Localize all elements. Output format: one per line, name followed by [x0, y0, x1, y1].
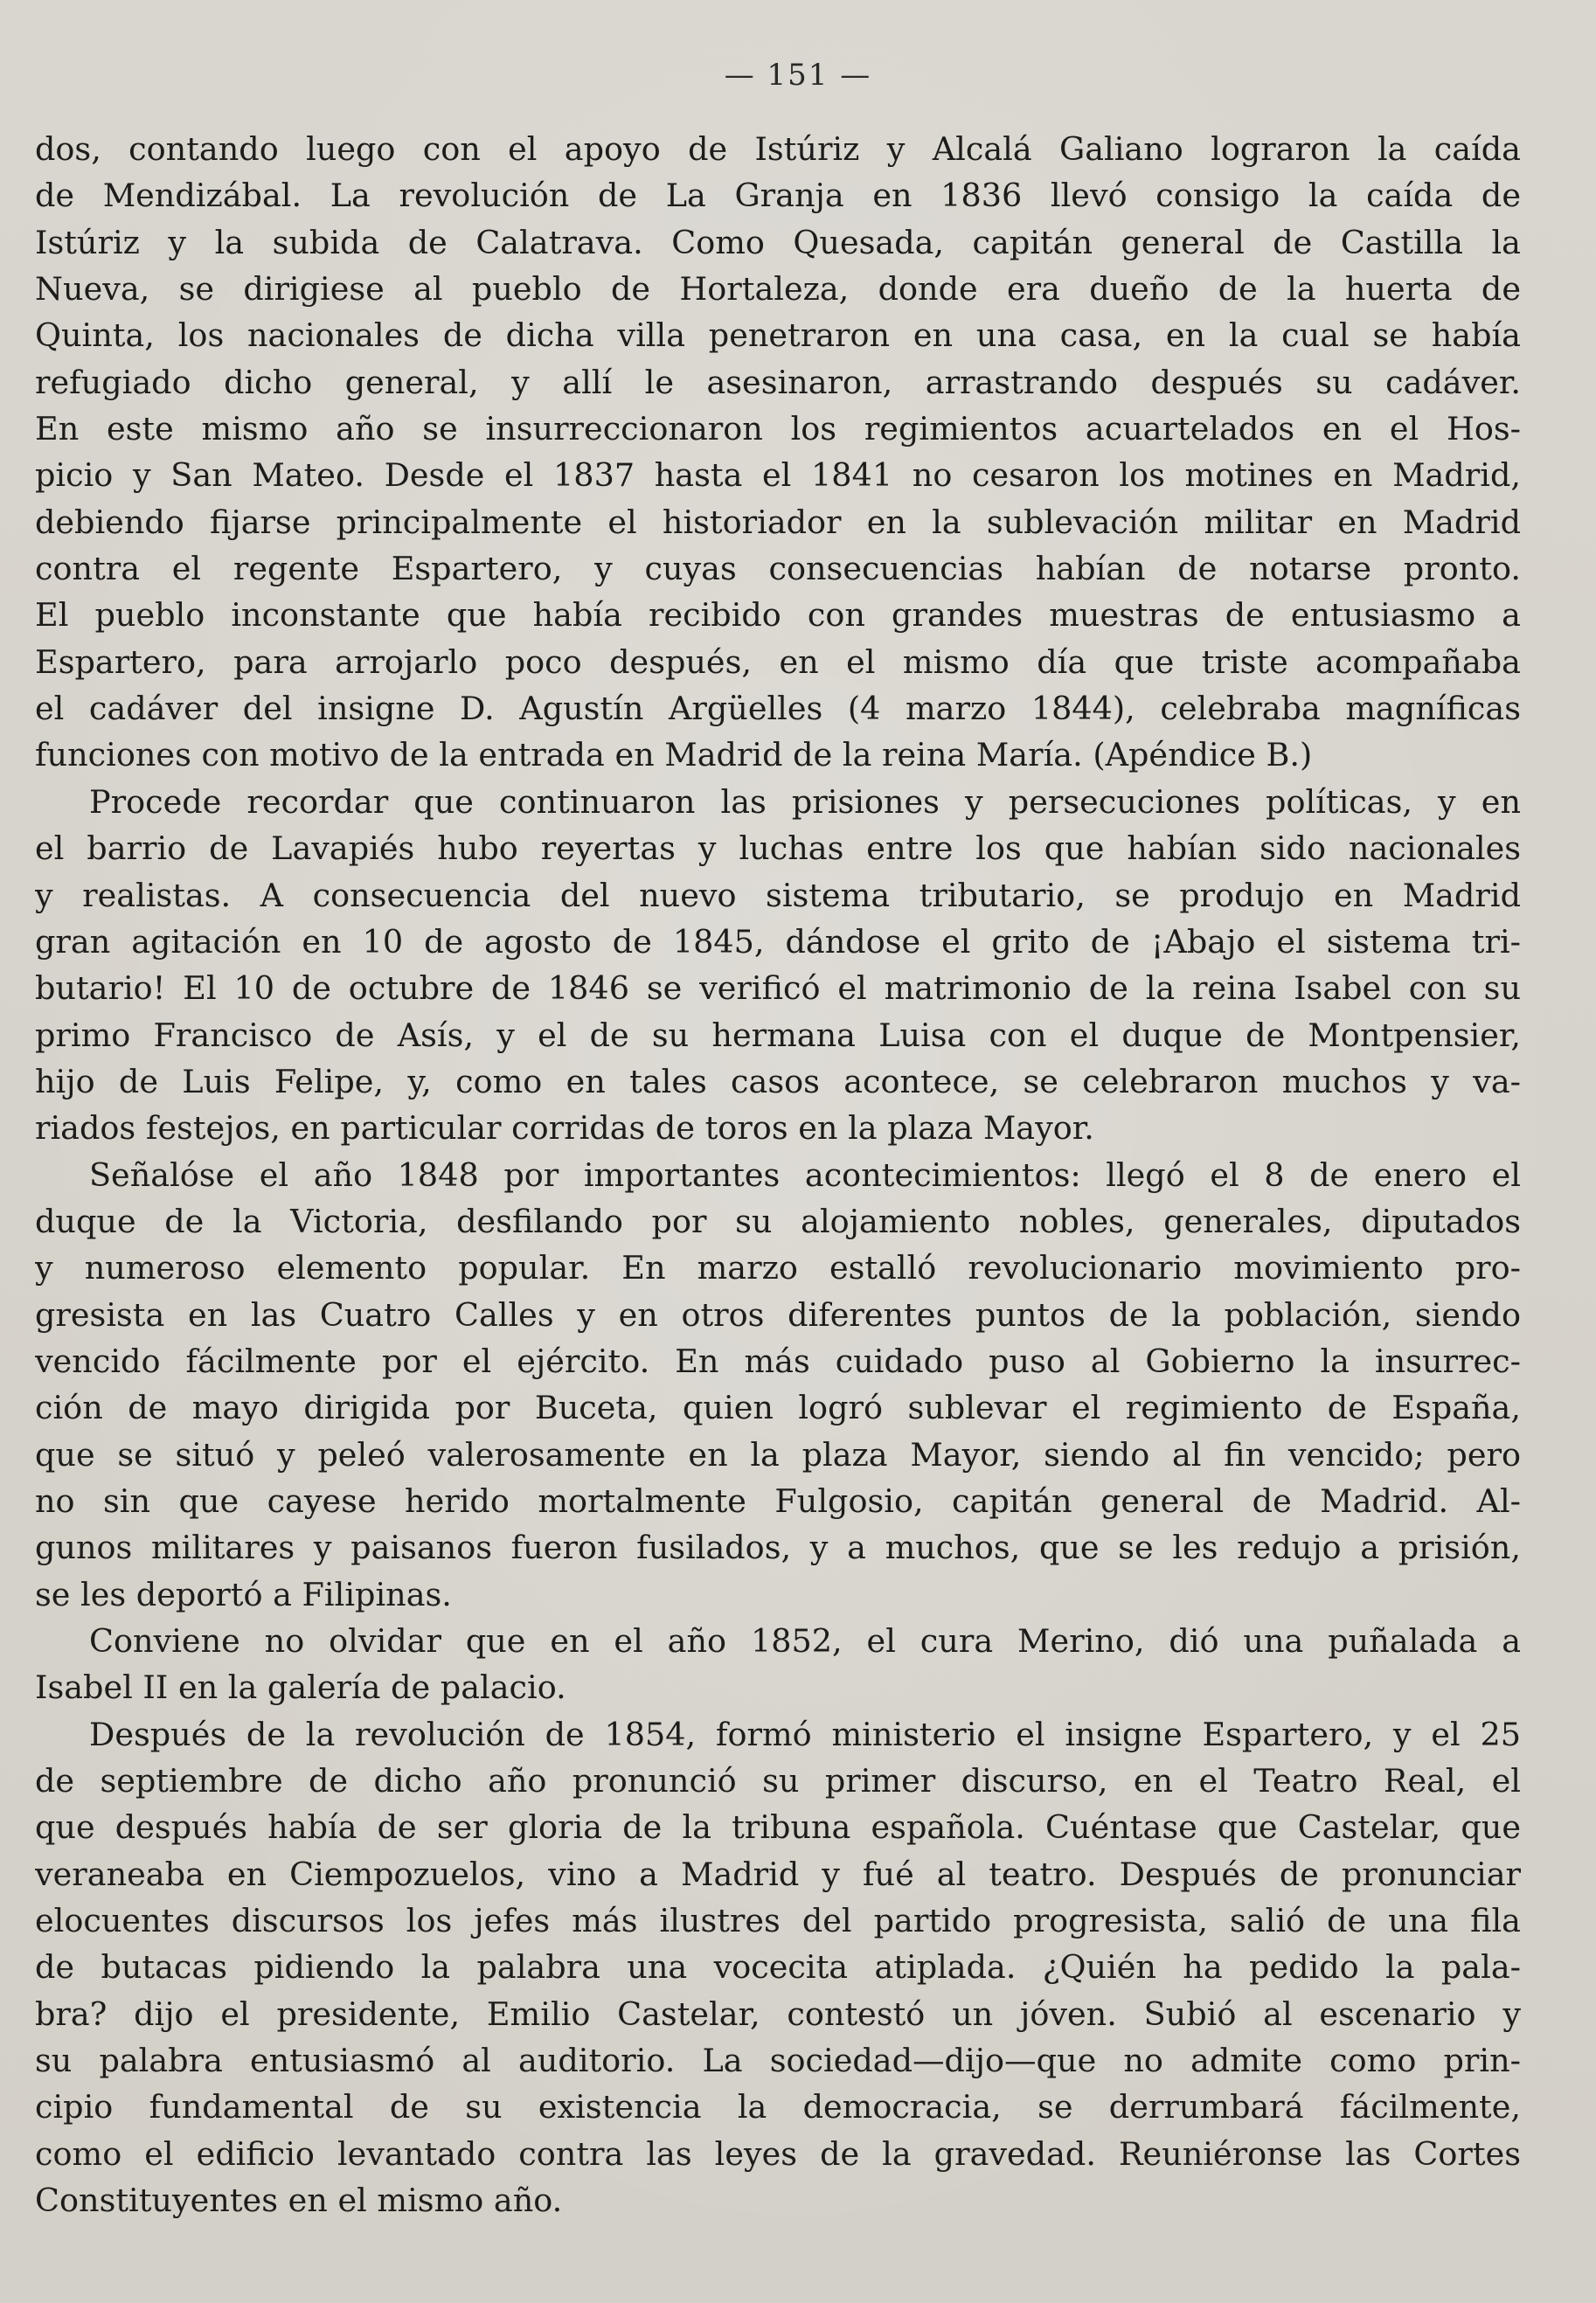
text-line: de septiembre de dicho año pronunció su primer discurso, en el Teatro Real, el: [35, 1762, 1521, 1800]
text-line: elocuentes discursos los jefes más ilustres del partido progresista, salió de una fila: [35, 1902, 1521, 1940]
text-line: Quinta, los nacionales de dicha villa penetraron en una casa, en la cual se había: [35, 316, 1521, 355]
text-line: En este mismo año se insurreccionaron los regimientos acuartelados en el Hos-: [35, 410, 1521, 448]
text-line: contra el regente Espartero, y cuyas consecuencias habían de notarse pronto.: [35, 550, 1521, 588]
text-line: Procede recordar que continuaron las prisiones y persecuciones políticas, y en: [89, 782, 1521, 821]
paragraph: [35, 779, 1521, 1152]
text-line: Nueva, se dirigiese al pueblo de Hortaleza, donde era dueño de la huerta de: [35, 270, 1521, 309]
text-line: duque de la Victoria, desfilando por su alojamiento nobles, generales, diputados: [35, 1202, 1521, 1240]
text-line: gresista en las Cuatro Calles y en otros diferentes puntos de la población, siendo: [35, 1295, 1521, 1334]
text-line: Después de la revolución de 1854, formó ministerio el insigne Espartero, y el 25: [89, 1715, 1521, 1753]
text-line: vencido fácilmente por el ejército. En más cuidado puso al Gobierno la insurrec-: [35, 1342, 1521, 1380]
paragraph: [35, 1618, 1521, 1711]
text-line: hijo de Luis Felipe, y, como en tales casos acontece, se celebraron muchos y va-: [35, 1062, 1521, 1100]
page-number: — 151 —: [724, 58, 872, 93]
text-line: su palabra entusiasmó al auditorio. La sociedad—dijo—que no admite como prin-: [35, 2042, 1521, 2080]
text-line: y numeroso elemento popular. En marzo estalló revolucionario movimiento pro-: [35, 1249, 1521, 1287]
paragraph: [35, 1152, 1521, 1618]
text-line: el barrio de Lavapiés hubo reyertas y luchas entre los que habían sido nacionales: [35, 829, 1521, 868]
body-text: [35, 126, 1521, 2223]
text-line: y realistas. A consecuencia del nuevo sistema tributario, se produjo en Madrid: [35, 876, 1521, 914]
text-line: dos, contando luego con el apoyo de Istúriz y Alcalá Galiano lograron la caída: [35, 130, 1521, 168]
text-line: Conviene no olvidar que en el año 1852, el cura Merino, dió una puñalada a: [89, 1622, 1521, 1660]
text-line: bra? dijo el presidente, Emilio Castelar, contestó un jóven. Subió al escenario y: [35, 1994, 1521, 2033]
text-line: como el edificio levantado contra las leyes de la gravedad. Reuniéronse las Cortes: [35, 2134, 1521, 2173]
text-line: cipio fundamental de su existencia la democracia, se derrumbará fácilmente,: [35, 2088, 1521, 2126]
text-line: funciones con motivo de la entrada en Madrid de la reina María. (Apéndice B.): [35, 736, 1313, 774]
text-line: Isabel II en la galería de palacio.: [35, 1668, 566, 1707]
text-line: ción de mayo dirigida por Buceta, quien logró sublevar el regimiento de España,: [35, 1389, 1521, 1427]
text-line: gran agitación en 10 de agosto de 1845, dándose el grito de ¡Abajo el sistema tri-: [35, 922, 1521, 961]
text-line: Espartero, para arrojarlo poco después, en el mismo día que triste acompañaba: [35, 642, 1521, 681]
text-line: que después había de ser gloria de la tribuna española. Cuéntase que Castelar, que: [35, 1808, 1521, 1847]
text-line: se les deportó a Filipinas.: [35, 1575, 452, 1613]
text-line: riados festejos, en particular corridas de toros en la plaza Mayor.: [35, 1109, 1094, 1148]
text-line: veraneaba en Ciempozuelos, vino a Madrid y fué al teatro. Después de pronunciar: [35, 1855, 1521, 1893]
text-line: refugiado dicho general, y allí le asesinaron, arrastrando después su cadáver.: [35, 363, 1521, 401]
text-line: debiendo fijarse principalmente el historiador en la sublevación militar en Madrid: [35, 503, 1521, 541]
text-line: no sin que cayese herido mortalmente Fulgosio, capitán general de Madrid. Al-: [35, 1481, 1521, 1520]
text-line: gunos militares y paisanos fueron fusilados, y a muchos, que se les redujo a prisión,: [35, 1529, 1521, 1567]
text-line: el cadáver del insigne D. Agustín Argüelles (4 marzo 1844), celebraba magníficas: [35, 690, 1521, 728]
text-line: butario! El 10 de octubre de 1846 se verificó el matrimonio de la reina Isabel con su: [35, 969, 1521, 1008]
text-line: de Mendizábal. La revolución de La Granja en 1836 llevó consigo la caída de: [35, 177, 1521, 215]
paragraph: [35, 126, 1521, 779]
text-line: Constituyentes en el mismo año.: [35, 2182, 563, 2220]
text-line: de butacas pidiendo la palabra una vocecita atiplada. ¿Quién ha pedido la pala-: [35, 1948, 1521, 1987]
text-line: El pueblo inconstante que había recibido con grandes muestras de entusiasmo a: [35, 596, 1521, 635]
text-line: que se situó y peleó valerosamente en la plaza Mayor, siendo al fin vencido; pero: [35, 1435, 1521, 1474]
text-line: Istúriz y la subida de Calatrava. Como Quesada, capitán general de Castilla la: [35, 223, 1521, 261]
paragraph: [35, 1711, 1521, 2224]
text-line: primo Francisco de Asís, y el de su hermana Luisa con el duque de Montpensier,: [35, 1016, 1521, 1054]
text-line: picio y San Mateo. Desde el 1837 hasta el 1841 no cesaron los motines en Madrid,: [35, 456, 1521, 495]
text-line: Señalóse el año 1848 por importantes acontecimientos: llegó el 8 de enero el: [89, 1155, 1521, 1194]
